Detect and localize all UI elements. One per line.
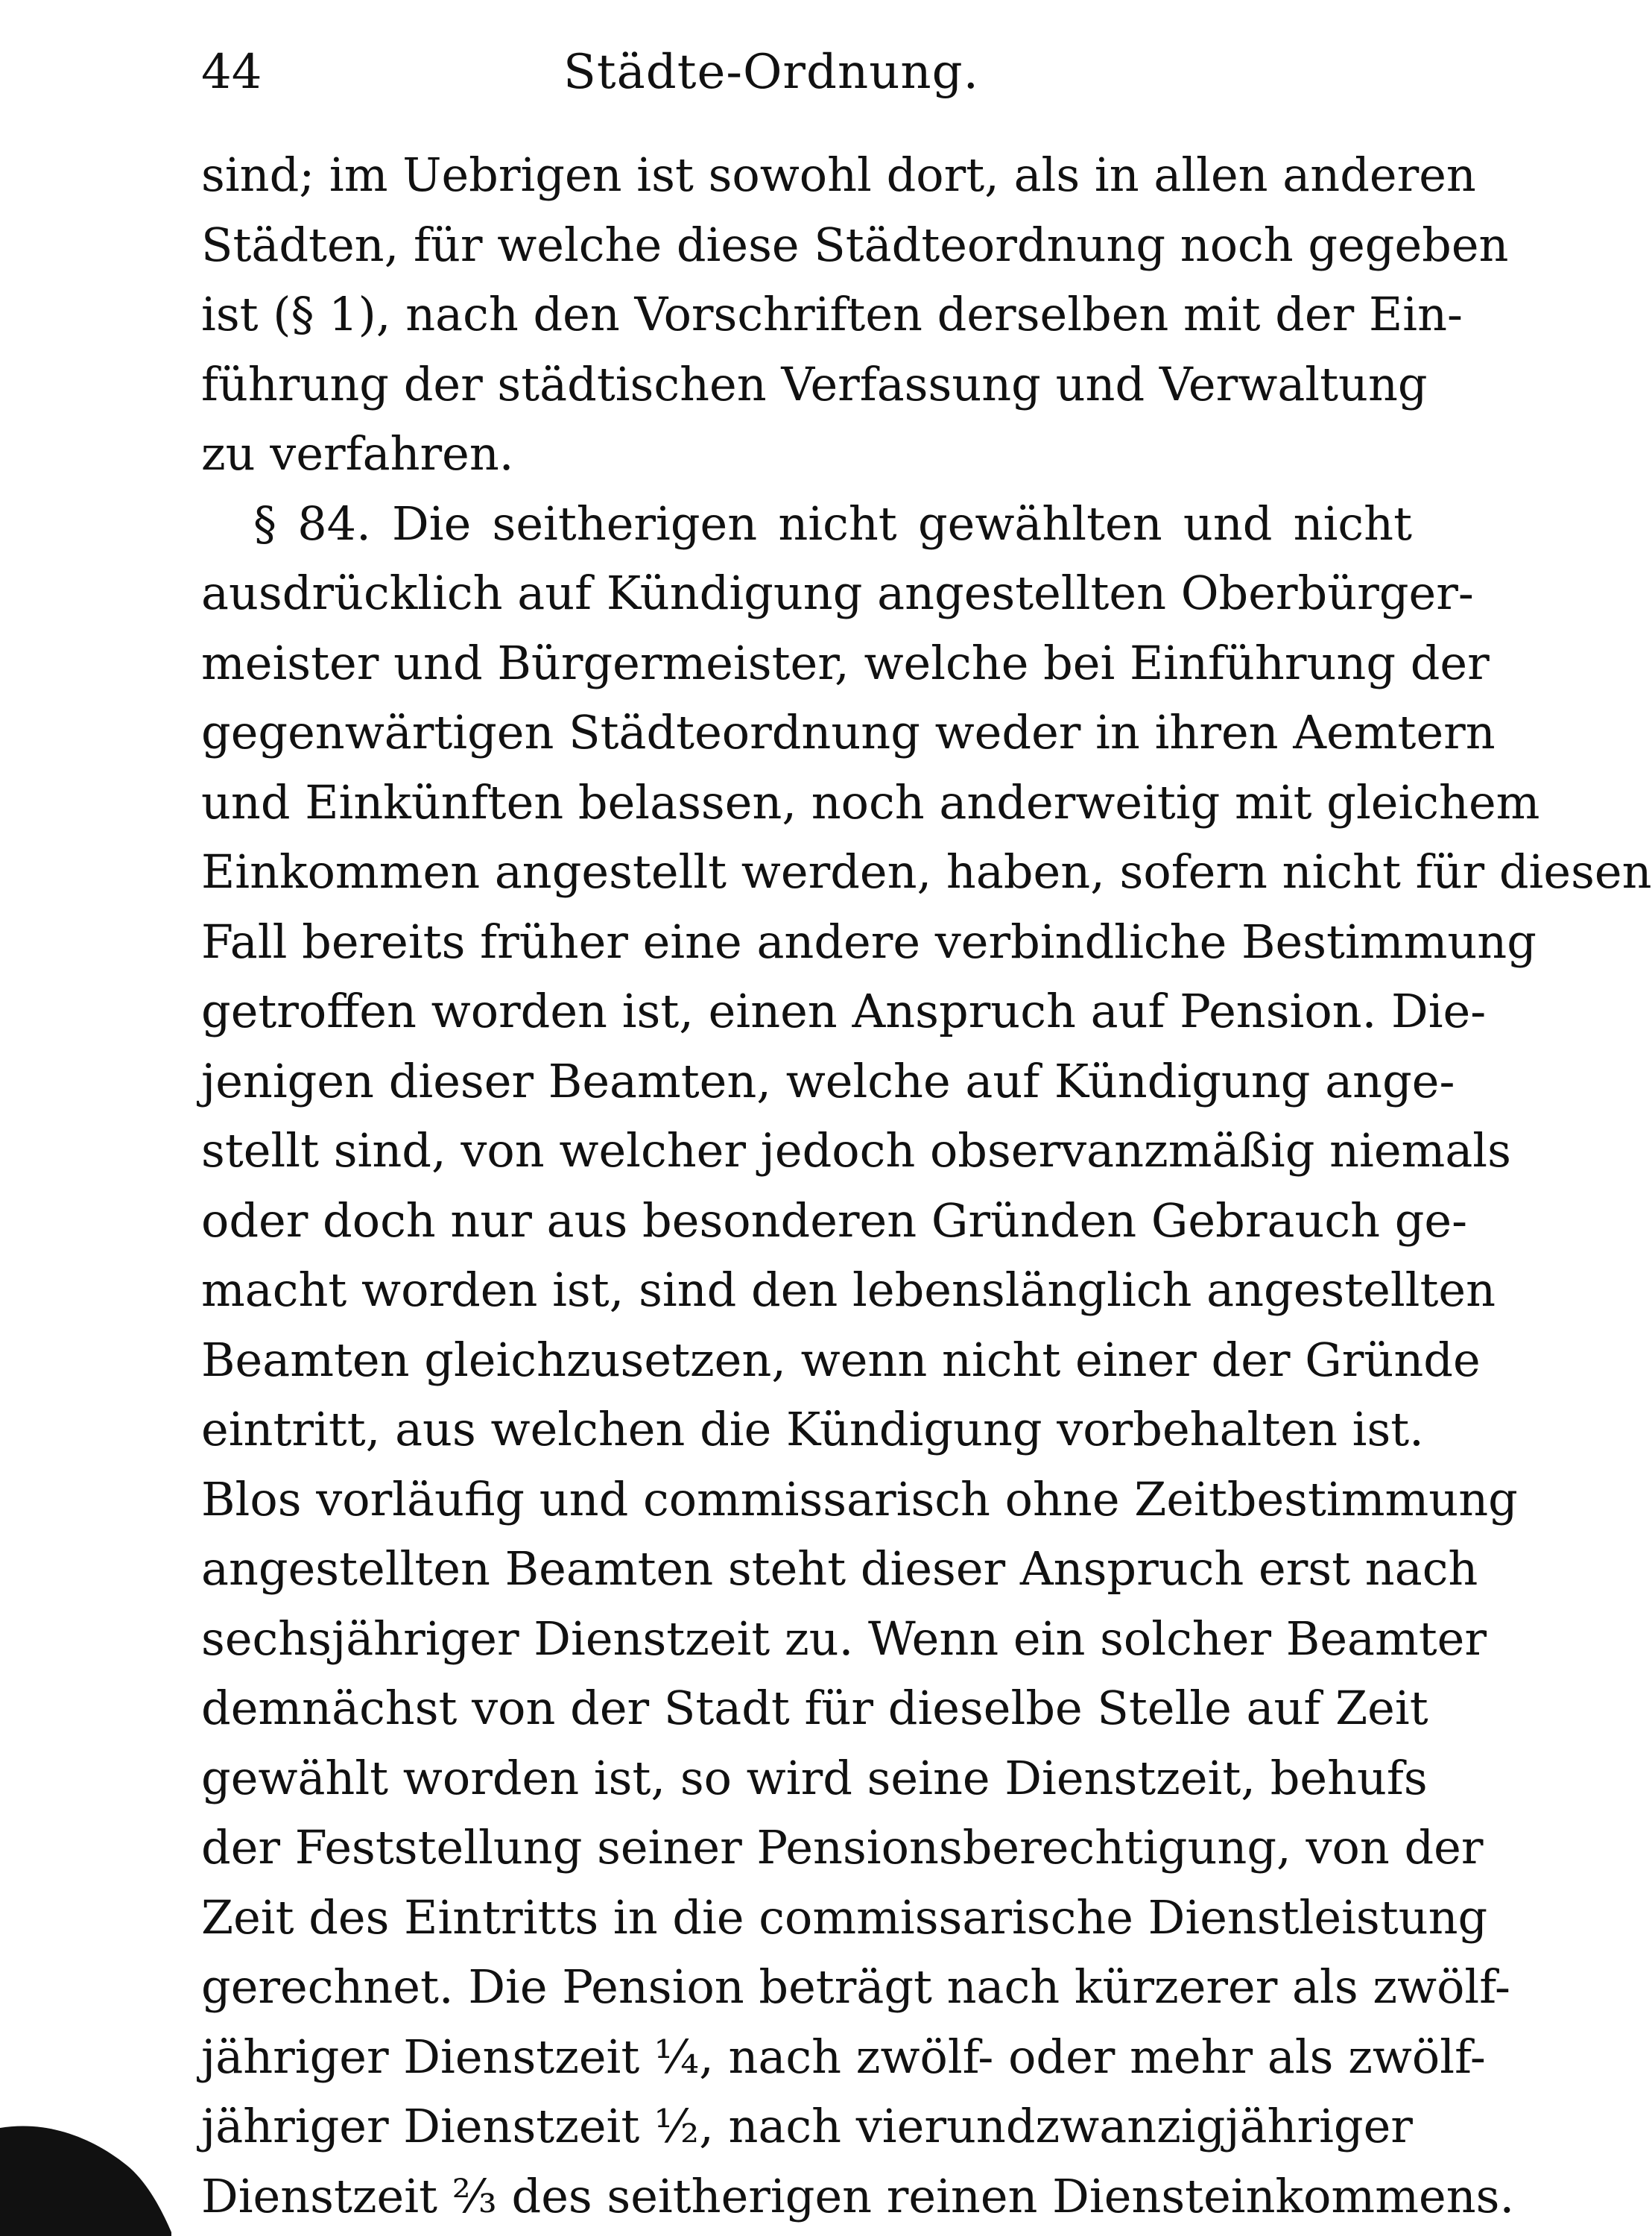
- text-line: Städten, für welche diese Städteordnung noch gegeben: [201, 217, 1509, 272]
- text-line: der Feststellung seiner Pensionsberechtigung, von der: [201, 1820, 1484, 1875]
- section-84-start: § 84. Die seitherigen nicht gewählten und nicht: [253, 496, 1412, 551]
- text-line: gerechnet. Die Pension beträgt nach kürzerer als zwölf-: [201, 1959, 1510, 2014]
- text-line: ausdrücklich auf Kündigung angestellten Oberbürger-: [201, 566, 1474, 620]
- text-line: getroffen worden ist, einen Anspruch auf Pension. Die-: [201, 984, 1487, 1038]
- running-head: Städte-Ordnung.: [563, 45, 979, 100]
- text-line: oder doch nur aus besonderen Gründen Gebrauch ge-: [201, 1193, 1468, 1248]
- text-line: Zeit des Eintritts in die commissarische Dienstleistung: [201, 1889, 1488, 1945]
- text-line: ist (§ 1), nach den Vorschriften derselben mit der Ein-: [201, 287, 1463, 341]
- text-line: jähriger Dienstzeit ½, nach vierundzwanzigjähriger: [201, 2099, 1413, 2153]
- body-text: [201, 140, 1652, 2231]
- text-line: zu verfahren.: [201, 426, 514, 481]
- text-line: Fall bereits früher eine andere verbindliche Bestimmung: [201, 914, 1537, 969]
- text-line: und Einkünften belassen, noch anderweitig mit gleichem: [201, 774, 1540, 830]
- text-line: gegenwärtigen Städteordnung weder in ihren Aemtern: [201, 705, 1496, 759]
- text-line: Dienstzeit ⅔ des seitherigen reinen Diensteinkommens.: [201, 2168, 1515, 2223]
- ink-blot: [0, 2102, 171, 2236]
- text-line: macht worden ist, sind den lebenslänglich angestellten: [201, 1263, 1496, 1317]
- text-line: jenigen dieser Beamten, welche auf Kündigung ange-: [201, 1053, 1455, 1108]
- text-line: angestellten Beamten steht dieser Anspruch erst nach: [201, 1541, 1478, 1596]
- text-line: sechsjähriger Dienstzeit zu. Wenn ein solcher Beamter: [201, 1611, 1487, 1666]
- text-line: Blos vorläufig und commissarisch ohne Zeitbestimmung: [201, 1471, 1518, 1526]
- text-line: jähriger Dienstzeit ¼, nach zwölf- oder mehr als zwölf-: [201, 2029, 1486, 2084]
- text-line: sind; im Uebrigen ist sowohl dort, als in allen anderen: [201, 148, 1476, 202]
- text-line: eintritt, aus welchen die Kündigung vorbehalten ist.: [201, 1402, 1424, 1456]
- text-line: stellt sind, von welcher jedoch observanzmäßig niemals: [201, 1123, 1511, 1178]
- text-line: meister und Bürgermeister, welche bei Einführung der: [201, 635, 1490, 690]
- text-line: Beamten gleichzusetzen, wenn nicht einer der Gründe: [201, 1332, 1481, 1387]
- text-line: Einkommen angestellt werden, haben, sofern nicht für diesen: [201, 844, 1652, 899]
- text-line: gewählt worden ist, so wird seine Dienstzeit, behufs: [201, 1750, 1428, 1805]
- text-line: führung der städtischen Verfassung und Verwaltung: [201, 356, 1428, 411]
- page-header: [201, 39, 1341, 106]
- page-number: 44: [201, 45, 262, 100]
- text-line: demnächst von der Stadt für dieselbe Stelle auf Zeit: [201, 1681, 1428, 1735]
